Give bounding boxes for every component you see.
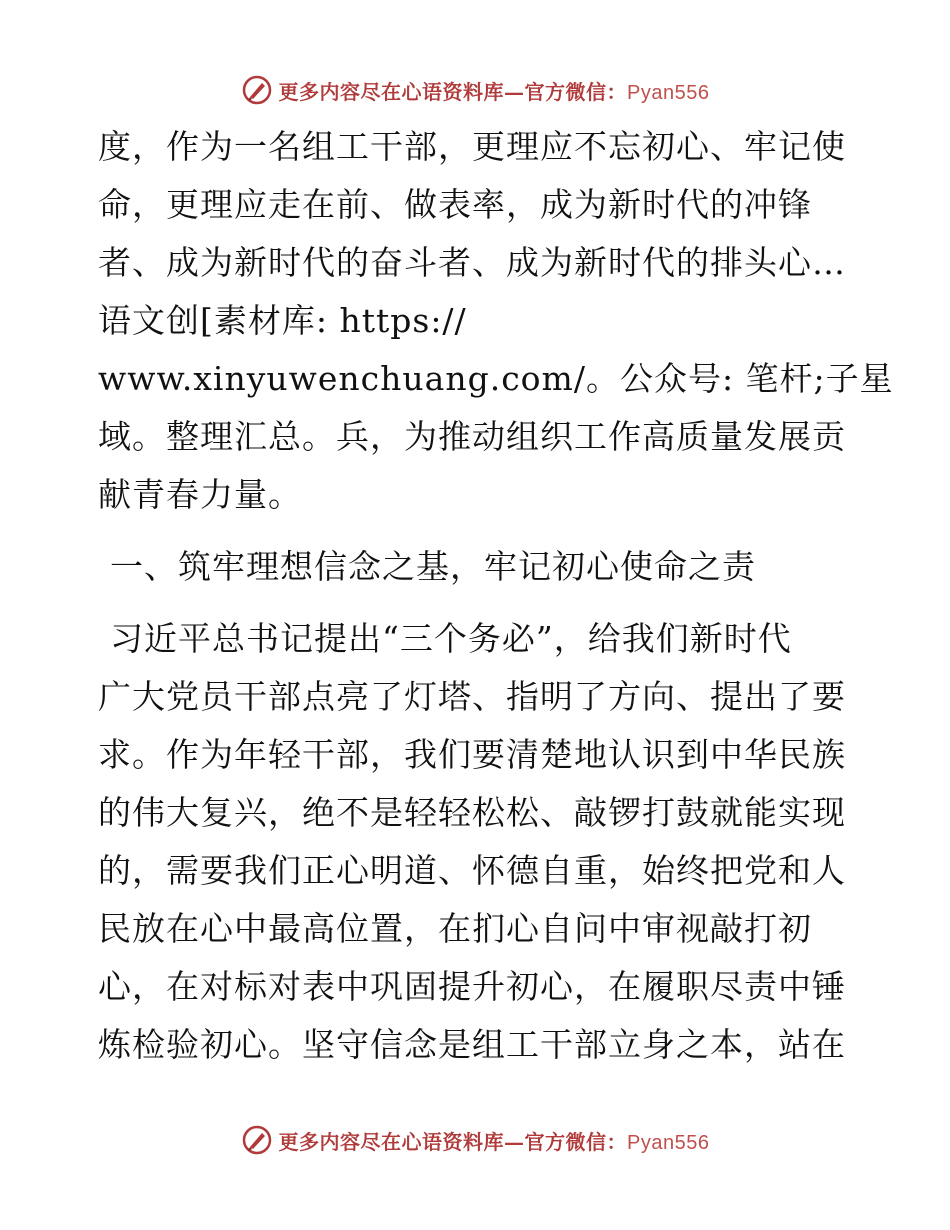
pen-logo-icon [241,74,273,106]
document-body [98,118,894,1074]
body-line: 语文创[素材库: https:// [98,301,467,340]
footer-banner [0,1120,950,1160]
paragraph-line: 求。作为年轻干部，我们要清楚地认识到中华民族 [98,735,846,774]
section-heading: 一、筑牢理想信念之基，牢记初心使命之责 [110,547,756,586]
paragraph-line: 习近平总书记提出“三个务必”，给我们新时代 [110,619,792,658]
body-line: 献青春力量。 [98,475,302,514]
footer-banner-text: 更多内容尽在心语资料库—官方微信：Pyan556 [278,1129,710,1154]
paragraph-line: 心，在对标对表中巩固提升初心，在履职尽责中锤 [98,967,846,1006]
body-line: 者、成为新时代的奋斗者、成为新时代的排头心… [98,243,846,282]
body-line: www.xinyuwenchuang.com/。公众号: 笔杆;子星 [98,359,894,398]
paragraph-line: 民放在心中最高位置，在扪心自问中审视敲打初 [98,909,812,948]
body-line: 命，更理应走在前、做表率，成为新时代的冲锋 [98,185,812,224]
body-line: 度，作为一名组工干部，更理应不忘初心、牢记使 [98,127,846,166]
paragraph-line: 广大党员干部点亮了灯塔、指明了方向、提出了要 [98,677,846,716]
header-banner [0,70,950,110]
paragraph-line: 的伟大复兴，绝不是轻轻松松、敲锣打鼓就能实现 [98,793,846,832]
header-wechat-id: Pyan556 [627,81,710,104]
footer-wechat-id: Pyan556 [627,1131,710,1154]
pen-logo-icon [241,1124,273,1156]
header-banner-text: 更多内容尽在心语资料库—官方微信：Pyan556 [278,79,710,104]
paragraph-line: 炼检验初心。坚守信念是组工干部立身之本，站在 [98,1025,846,1064]
body-line: 域。整理汇总。兵，为推动组织工作高质量发展贡 [98,417,846,456]
paragraph-line: 的，需要我们正心明道、怀德自重，始终把党和人 [98,851,846,890]
